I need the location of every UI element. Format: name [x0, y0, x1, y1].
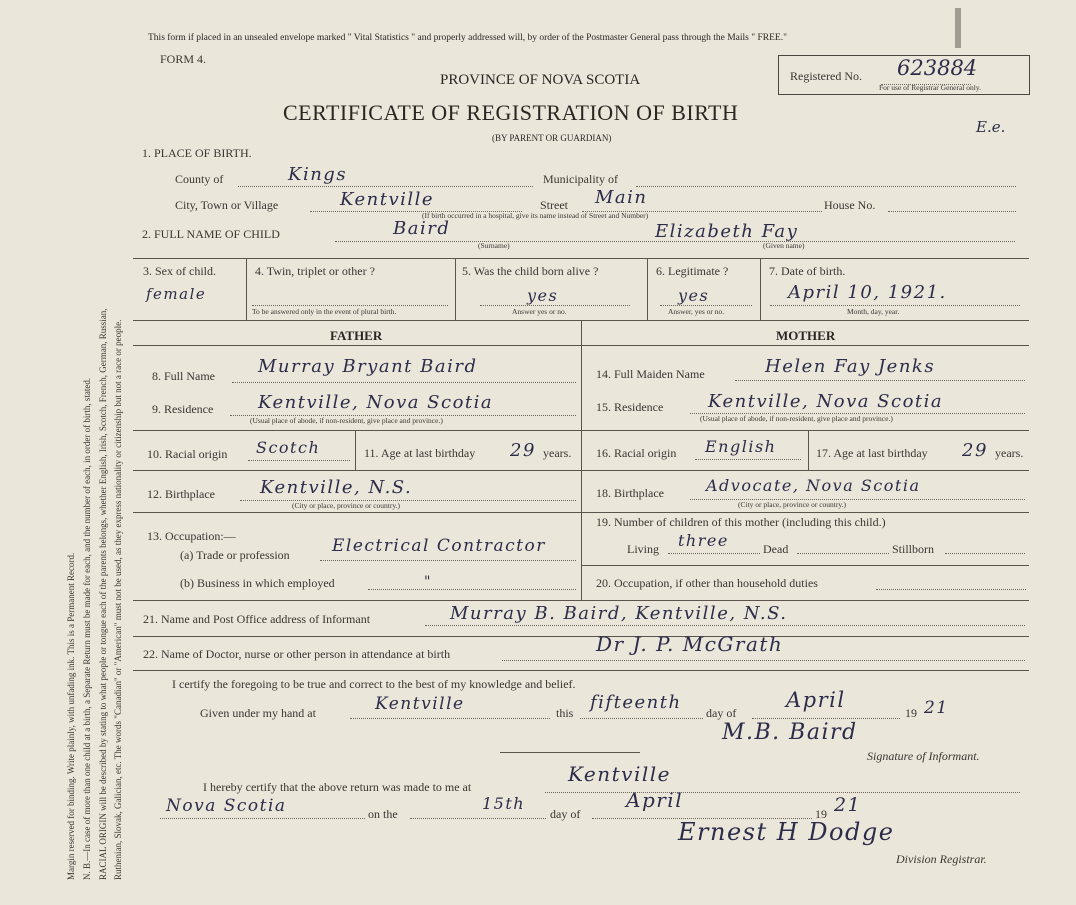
father-res-label: 9. Residence [152, 402, 214, 416]
occupation-label: 13. Occupation:— [147, 529, 236, 543]
legit-label: 6. Legitimate ? [656, 264, 729, 278]
street-value: Main [595, 187, 648, 208]
margin-note-3: RACIAL ORIGIN will be described by stating to what people or tongue each of the parents belongs, whether English, Irish, Scotch, French, German, Russian, [98, 308, 108, 880]
certify-text: I certify the foregoing to be true and correct to the best of my knowledge and belief. [172, 677, 576, 691]
registrar-year: 21 [834, 794, 862, 816]
doctor-value: Dr J. P. McGrath [596, 632, 784, 656]
informant-label: 21. Name and Post Office address of Informant [143, 612, 371, 626]
mother-age-label: 17. Age at last birthday [816, 446, 928, 460]
date-label: 7. Date of birth. [769, 264, 846, 278]
registered-number: 623884 [897, 56, 978, 80]
city-label: City, Town or Village [175, 198, 279, 212]
corner-mark: E.e. [976, 118, 1006, 136]
margin-note-4: Ruthenian, Slovak, Galician, etc. The words "Canadian" or "American" must not be used, as they express nationality or citizenship but not a race or people. [113, 319, 123, 880]
mother-race: English [705, 437, 777, 456]
form-number: FORM 4. [160, 52, 207, 66]
informant-signature-label: Signature of Informant. [867, 749, 980, 763]
father-res-note: (Usual place of abode, if non-resident, give place and province.) [250, 416, 443, 425]
sex-value: female [146, 285, 207, 303]
certify-month: April [786, 688, 846, 712]
registrar-day-label: day of [550, 807, 581, 821]
trade-label: (a) Trade or profession [180, 548, 290, 562]
father-birthplace: Kentville, N.S. [260, 477, 413, 498]
registrar-text: I hereby certify that the above return was made to me at [203, 780, 472, 794]
date-note: Month, day, year. [847, 307, 900, 316]
certify-year: 21 [924, 698, 949, 718]
father-age: 29 [510, 440, 536, 461]
mother-name-label: 14. Full Maiden Name [596, 367, 705, 381]
registrar-day: 15th [482, 794, 526, 813]
father-heading: FATHER [330, 328, 383, 343]
certify-place: Kentville [375, 694, 465, 714]
children-label: 19. Number of children of this mother (including this child.) [596, 515, 886, 529]
page-title: CERTIFICATE OF REGISTRATION OF BIRTH [283, 100, 739, 125]
registrar-place: Kentville [568, 762, 671, 786]
stillborn-label: Stillborn [892, 542, 935, 556]
dead-label: Dead [763, 542, 789, 556]
given-under-label: Given under my hand at [200, 706, 316, 720]
ink-mark [955, 8, 961, 48]
registrar-province: Nova Scotia [166, 796, 287, 816]
twin-note: To be answered only in the event of plural birth. [252, 307, 397, 316]
registrar-note: For use of Registrar General only. [879, 83, 981, 92]
father-years: years. [543, 446, 572, 460]
registrar-year-prefix: 19 [815, 807, 827, 821]
doctor-label: 22. Name of Doctor, nurse or other person in attendance at birth [143, 647, 451, 661]
registration-box [778, 55, 1030, 95]
street-label: Street [540, 198, 568, 212]
this-label: this [556, 706, 574, 720]
province-title: PROVINCE OF NOVA SCOTIA [440, 72, 641, 88]
surname-note: (Surname) [478, 241, 510, 250]
business-label: (b) Business in which employed [180, 576, 335, 590]
living-label: Living [627, 542, 659, 556]
mother-bp-label: 18. Birthplace [596, 486, 664, 500]
mother-name: Helen Fay Jenks [765, 356, 936, 377]
father-race: Scotch [256, 438, 321, 457]
child-name-label: 2. FULL NAME OF CHILD [142, 227, 280, 241]
father-bp-note: (City or place, province or country.) [292, 501, 401, 510]
house-label: House No. [824, 198, 876, 212]
mother-years: years. [995, 446, 1024, 460]
father-race-label: 10. Racial origin [147, 447, 228, 461]
father-residence: Kentville, Nova Scotia [258, 392, 494, 413]
county-value: Kings [288, 164, 348, 185]
certify-day-label: day of [706, 706, 737, 720]
certify-year-prefix: 19 [905, 706, 917, 720]
mother-occ-label: 20. Occupation, if other than household duties [596, 576, 818, 590]
registered-label: Registered No. [790, 69, 862, 83]
alive-label: 5. Was the child born alive ? [462, 264, 599, 278]
postal-notice: This form if placed in an unsealed envelope marked " Vital Statistics " and properly addressed will, by order of the Postmaster General pass through the Mails " FREE." [148, 33, 787, 43]
legit-value: yes [678, 286, 710, 305]
alive-value: yes [527, 286, 559, 305]
page-subtitle: (BY PARENT OR GUARDIAN) [492, 133, 612, 143]
municipality-label: Municipality of [543, 172, 618, 186]
registrar-month: April [626, 788, 684, 812]
twin-label: 4. Twin, triplet or other ? [255, 264, 375, 278]
margin-note-1: Margin reserved for binding. Write plainly, with unfading ink. This is a Permanent Record. [66, 552, 76, 880]
living-value: three [678, 531, 729, 550]
father-name-label: 8. Full Name [152, 369, 215, 383]
given-note: (Given name) [763, 241, 805, 250]
mother-res-label: 15. Residence [596, 400, 664, 414]
child-given-name: Elizabeth Fay [655, 221, 799, 242]
mother-birthplace: Advocate, Nova Scotia [706, 476, 921, 495]
registrar-label: Division Registrar. [896, 852, 987, 866]
informant-value: Murray B. Baird, Kentville, N.S. [450, 603, 788, 624]
registrar-signature: Ernest H Dodge [678, 818, 895, 846]
child-surname: Baird [393, 218, 451, 239]
certify-day: fifteenth [590, 692, 682, 713]
sex-label: 3. Sex of child. [143, 264, 216, 278]
mother-heading: MOTHER [776, 328, 836, 343]
alive-note: Answer yes or no. [512, 307, 567, 316]
date-value: April 10, 1921. [788, 282, 947, 303]
legit-note: Answer, yes or no. [668, 307, 725, 316]
mother-age: 29 [962, 440, 988, 461]
mother-residence: Kentville, Nova Scotia [708, 391, 944, 412]
mother-res-note: (Usual place of abode, if non-resident, give place and province.) [700, 414, 893, 423]
county-label: County of [175, 172, 224, 186]
business-value: " [424, 574, 431, 590]
place-of-birth-label: 1. PLACE OF BIRTH. [142, 146, 252, 160]
on-the-label: on the [368, 807, 398, 821]
mother-bp-note: (City or place, province or country.) [738, 500, 847, 509]
father-age-label: 11. Age at last birthday [364, 446, 476, 460]
hospital-note: (If birth occurred in a hospital, give its name instead of Street and Number) [422, 211, 649, 220]
trade-value: Electrical Contractor [332, 536, 546, 556]
father-bp-label: 12. Birthplace [147, 487, 215, 501]
margin-note-2: N. B.—In case of more than one child at a birth, a Separate Return must be made for each, and the number of each, in order of birth, stated. [82, 377, 92, 880]
mother-race-label: 16. Racial origin [596, 446, 677, 460]
city-value: Kentville [340, 189, 435, 210]
father-name: Murray Bryant Baird [258, 356, 478, 377]
informant-signature: M.B. Baird [722, 720, 858, 745]
